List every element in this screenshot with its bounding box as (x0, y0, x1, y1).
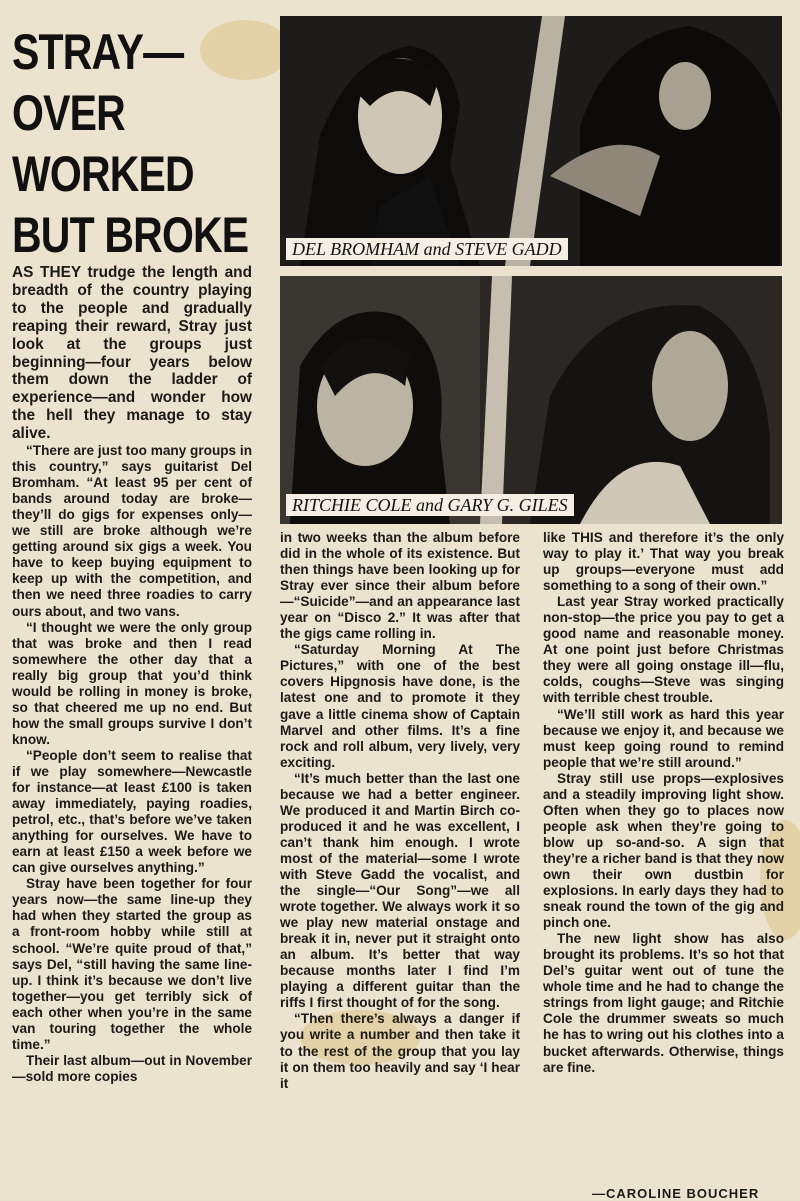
photo-caption: DEL BROMHAM and STEVE GADD (286, 238, 568, 260)
article-paragraph: The new light show has also brought its problems. It’s so hot that Del’s guitar went out of tune the whole time and he had to change the strings from light gauge; and Ritchie Cole the drummer sweats so much he has to wring out his clothes into a bucket afterwards. Otherwise, things are fine. (543, 931, 784, 1075)
article-paragraph: “Then there’s always a danger if you write a number and then take it to the rest of the group that you lay it on them too heavily and say ‘I hear it (280, 1011, 520, 1091)
article-paragraph: “There are just too many groups in this country,” says guitarist Del Bromham. “At least 95 per cent of bands around today are broke—they’ll do gigs for expenses only—we still are broke although we’re getting around six gigs a week. You have to keep buying equipment to keep up with the competition, and then we need three roadies to carry ours about, and two vans. (12, 443, 252, 619)
photo-illustration (280, 276, 782, 524)
article-paragraph: “We’ll still work as hard this year because we enjoy it, and because we must keep going round to remind people that we’re still around.” (543, 706, 784, 770)
headline-line: OVER (12, 85, 125, 141)
article-paragraph: “Saturday Morning At The Pictures,” with one of the best covers Hipgnosis have done, is the latest one and to promote it they gave a little cinema show of Captain Marvel and other films. It’s a fine rock and roll album, very lively, very exciting. (280, 642, 520, 770)
article-paragraph: like THIS and therefore it’s the only way to play it.’ That way you break up groups—everyone must add something to a song of their own.” (543, 530, 784, 594)
article-column-2 (280, 530, 520, 1092)
article-paragraph: Their last album—out in November—sold more copies (12, 1052, 252, 1084)
article-column-1 (12, 264, 252, 1085)
article-column-3 (543, 530, 784, 1076)
article-paragraph: “I thought we were the only group that was broke and then I read somewhere the other day that a really big group that you’d think would be rolling in money is broke, so that cheered me up no end. But how the small groups survive I don’t know. (12, 619, 252, 747)
article-paragraph: Last year Stray worked practically non-stop—the price you pay to get a good name and reasonable money. At one point just before Christmas they were all going onstage ill—flu, colds, coughs—Steve was singing with terrible chest trouble. (543, 594, 784, 706)
headline (12, 22, 249, 266)
article-paragraph: Stray have been together for four years now—the same line-up they had when they started the group as a front-room hobby while still at school. “We’re quite proud of that,” says Del, “still having the same line-up. I think it’s because we don’t live together—you get terribly sick of each other when you’re in the same van touring together the whole time.” (12, 876, 252, 1052)
article-paragraph: “It’s much better than the last one because we had a better engineer. We produced it and Martin Birch co-produced it and he was excellent, I can’t thank him enough. I wrote most of the material—some I wrote with Steve Gadd the vocalist, and the single—“Our Song”—we all wrote together. We always work it so we play new material onstage and break it in, never put it straight onto an album. It’s better that way because months later I find I’m playing a different guitar than the riffs I first thought of for the song. (280, 770, 520, 1011)
byline: —CAROLINE BOUCHER (592, 1186, 760, 1201)
photo-illustration (280, 16, 782, 266)
photo-del-bromham-steve-gadd (280, 16, 782, 266)
article-paragraph: Stray still use props—explosives and a steadily improving light show. Often when they go to places now people ask when they’re going to blow up so-and-so. A sign that they’re a richer band is that they now own their own dustbin for explosions. In early days they had to sneak round the town of the gig and pinch one. (543, 770, 784, 931)
article-paragraph: “People don’t seem to realise that if we play somewhere—Newcastle for instance—at least £100 is taken away immediately, paying roadies, petrol, etc., that’s before we’ve taken anything for ourselves. We have to earn at least £150 a week before we can give ourselves anything.” (12, 747, 252, 876)
headline-line: BUT BROKE (12, 207, 249, 263)
article-lead-paragraph: AS THEY trudge the length and breadth of the country playing to the people and gradually reaping their reward, Stray just look at the groups just beginning—four years below them down the ladder of experience—and wonder how the hell they manage to stay alive. (12, 264, 252, 443)
headline-line: WORKED (12, 146, 194, 202)
photo-caption: RITCHIE COLE and GARY G. GILES (286, 494, 574, 516)
headline-line: STRAY— (12, 24, 184, 80)
photo-ritchie-cole-gary-giles (280, 276, 782, 524)
article-paragraph: in two weeks than the album before did in the whole of its existence. But then things have been looking up for Stray ever since their album before—“Suicide”—and an appearance last year on “Disco 2.” It was after that the gigs came rolling in. (280, 530, 520, 642)
